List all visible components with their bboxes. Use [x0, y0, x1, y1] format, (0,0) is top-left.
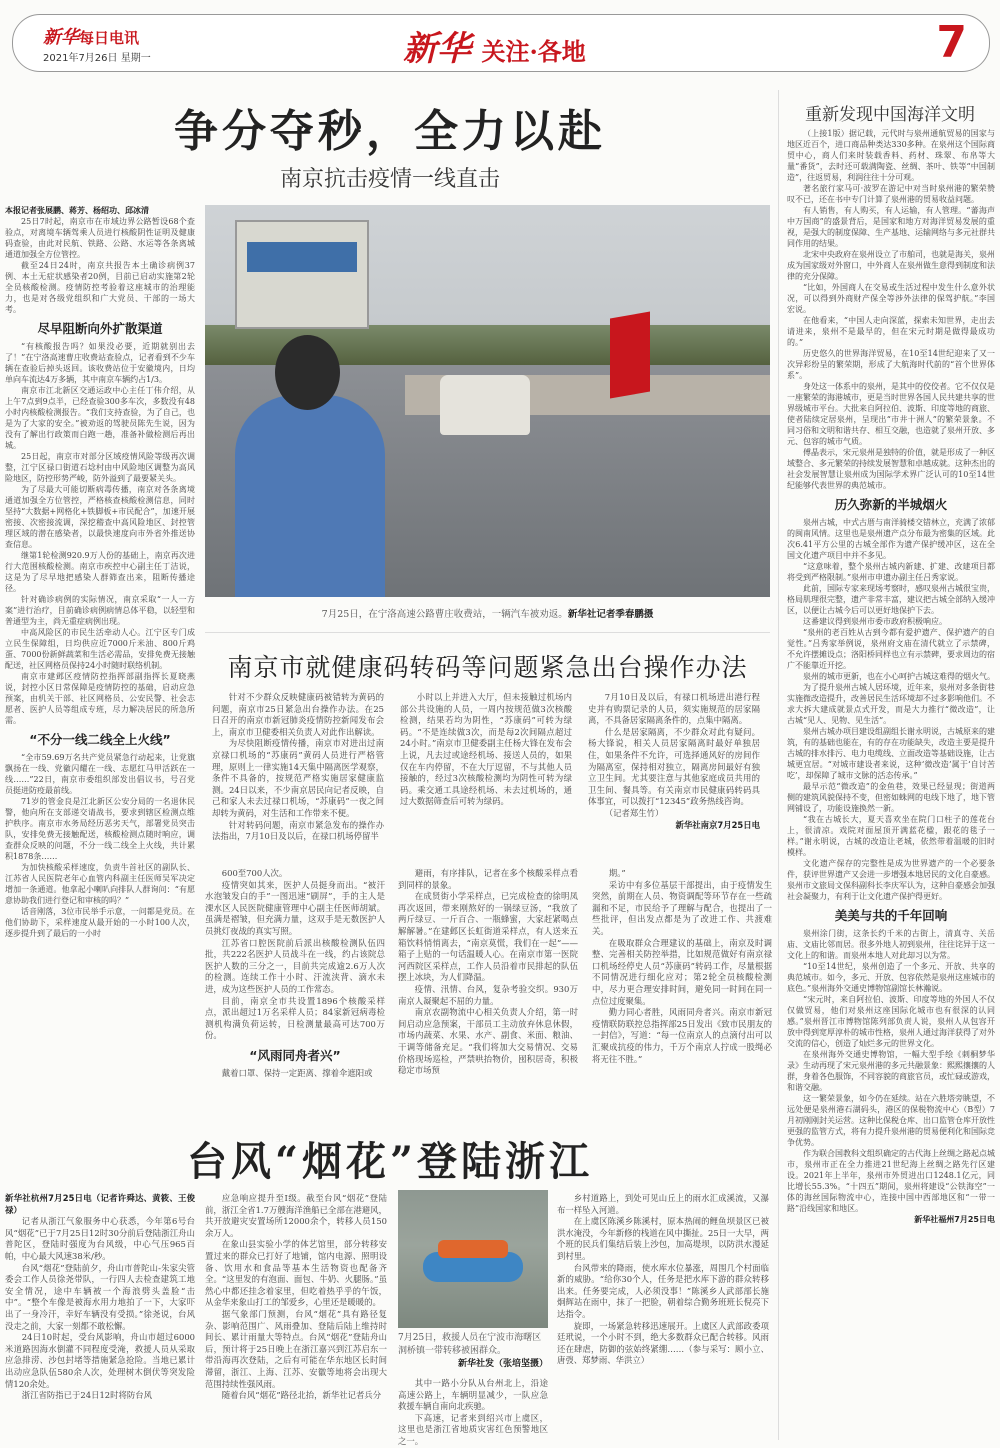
paragraph: 避雨，有序排队，记者在多个核酸采样点看到同样的景象。 — [398, 868, 578, 890]
paragraph: “我在古城长大，夏天喜欢坐在院门口柱子的莲花台上，很清凉。戏院对面屋顶开满蓝花楹，跟花的毯子一样。”谢永明说，古城的改造让老城，依然带着温暖的旧时模样。 — [787, 815, 995, 857]
section-subhead: 尽早阻断向外扩散渠道 — [37, 321, 163, 336]
paragraph: 疫情突如其来，医护人员挺身而出。“被汗水泡皱发白的手”一图迅速“刷屏”，手的主人是溧水区人民医院健康管理中心副主任医师胡斌。虽满是褶皱，但充满力量，这双手是无数医护人员挑灯夜战的真实写照。 — [205, 879, 385, 936]
paragraph: 针对转码问题，南京市紧急发布的操作办法指出，7月10日及以后，在禄口机场停留半 — [212, 819, 384, 842]
paragraph: 台风“烟花”登陆前夕，舟山市普陀山-朱家尖管委会工作人员徐尧带队，一行四人去检查建筑工地安全情况，途中车辆被一个海浪劈头盖脸“击中”。“整个车像是被海水用力地拍了一下，大家吓出了一身冷汗，幸好车辆没有受损。”徐尧说，台风没走之前，大家一刻都不敢松懈。 — [5, 1262, 195, 1331]
paragraph: 其中一路小分队从台州北上，沿途高速公路上，车辆明显减少，一队应急救援车辆自南向北疾驰。 — [398, 1378, 548, 1412]
page-number: 7 — [936, 17, 967, 68]
worker-head — [275, 335, 340, 410]
paragraph: 泉州古城办项目建设组副组长谢永明说，古城原来的建筑，有的基础也能在，有的存在功能缺失，改造主要是提升古城的排水排污、电力电缆线、立面改造等基础设施，让古城更宜居。“对城市建设者来说，这种‘微改造’属于‘自讨苦吃’，却保障了城市文脉的活态传承。” — [787, 727, 995, 780]
paragraph: 25日起，南京市对部分区域疫情风险等级再次调整，江宁区禄口街道石埝村由中风险地区调整为高风险地区，防控形势严峻，防外溢到了最要紧关头。 — [5, 452, 195, 483]
lead-subtitle: 南京抗击疫情一线直击 — [279, 167, 500, 192]
paragraph: 应急响应提升至Ⅰ级。截至台风“烟花”登陆前，浙江全省1.7万艘海洋渔船已全部在港避风，共开放避灾安置场所12000余个，转移人员150余万人。 — [205, 1193, 387, 1238]
paragraph: 乡村道路上，到处可见山丘上的雨水汇成溪流，又瀑布一样坠入河道。 — [557, 1193, 769, 1215]
white-car — [440, 375, 530, 435]
checkpoint-worker — [235, 395, 385, 597]
typhoon-col-2 — [205, 1193, 387, 1402]
paragraph: 戴着口罩、保持一定距离、撑着伞遮阳或 — [221, 1067, 373, 1078]
paragraph: 这番建议得到泉州市委市政府积极响应。 — [803, 617, 947, 626]
typhoon-photo-caption — [398, 1332, 548, 1371]
caption-text: 7月25日，在宁洛高速公路曹庄收费站，一辆汽车被劝返。 — [321, 609, 568, 620]
column-divider — [778, 90, 779, 1440]
section-subhead: 美美与共的千年回响 — [834, 908, 948, 923]
paragraph: 旋即，一场紧急转移迅速展开。上虞区人武部政委项廷玳说，一个小时不到，绝大多数群众已配合转移。风雨还在肆虐，防御的弦始终紧绷……（参与采写：顾小立、唐弢、郑梦雨、华洪立） — [557, 1320, 769, 1366]
section-logo: 新华 — [403, 29, 471, 69]
byline: 新华社杭州7月25日电（记者许舜达、黄筱、王俊禄） — [5, 1193, 195, 1215]
byline: 本报记者张展鹏、蒋芳、杨绍功、邱冰清 — [5, 206, 149, 215]
section-title — [403, 21, 586, 70]
paragraph: “泉州的老百姓从古到今都有爱护遗产、保护遗产的自觉性。”吕秀家举例说，泉州府文庙在清代就立了示禁碑，不允许摆摊设点；洛阳桥同样也立有示禁碑，要求周边的宿广不能靠近开挖。 — [787, 628, 995, 670]
lead-photo-caption — [205, 606, 770, 620]
paragraph: 最早示范“微改造”的金鱼巷，效果已经显现；街道两侧的建筑风貌保持不变，但密如蛛网的电线下地了，地下管网铺设了，功能设施换然一新。 — [787, 782, 995, 813]
lead-left-column — [5, 205, 195, 939]
photo-credit: 新华社记者季春鹏摄 — [567, 609, 654, 620]
paragraph: “有核酸报告吗？如果没必要，近期就别出去了！”在宁洛高速曹庄收费站查验点，记者看到不少车辆在查验后掉头返回。该收费站位于安徽境内，日均单向车流达4万多辆，其中南京车辆约占1/3。 — [5, 342, 195, 384]
paragraph: 在上虞区陈溪乡陈溪村，原本热闹的鲤鱼坝景区已被洪水淹没，今年新修的栈道在风中撕扯。25日一大早，两个班的民兵们集结后装上沙包，加高堤坝，以防洪水漫延到村里。 — [557, 1216, 769, 1261]
issue-date: 2021年7月26日 星期一 — [43, 53, 151, 64]
lead-photo-highway-checkpoint — [205, 205, 770, 597]
paragraph: 这一繁荣景象，如今仍在延续。站在六胜塔旁眺望，不远处便是泉州港石湖码头，港区的保税物流中心（B型）7月初刚刚封关运营。这种比保税仓库、出口监管仓库开放性更强的监管方式，将有力提升泉州港的贸易便利化和国际竞争优势。 — [787, 1094, 995, 1147]
paragraph: “宋元时，来自阿拉伯、波斯、印度等地的外国人不仅仅做贸易，他们对泉州这座国际化城市也有很深的认同感。”泉州晋江市博物馆陈列部负责人说，泉州人从包容开放中得到宽厚淳朴的城市性格，泉州人通过海洋获得了对外交流的信心，创造了灿烂多元的世界文化。 — [787, 995, 995, 1048]
paragraph: 下高速，记者来到绍兴市上虞区，这里也是浙江省地质灾害红色预警地区之一。 — [398, 1412, 548, 1446]
paragraph: 有人销售，有人购买，有人运输，有人管理。“蕃海声中万国商”的盛景背后，是国家和地方对海洋贸易发展的重视，是强大的制度保障、生产基地、运输网络与多元社群共同作用的结果。 — [787, 206, 995, 248]
paragraph: 话音刚落，3位市民举手示意，一问都是党员。在他们协助下，采样速度从最开始的一小时100人次，逐步提升到了最后的一小时 — [5, 907, 195, 938]
paragraph: 身处这一体系中的泉州，是其中的佼佼者。它不仅仅是一座繁荣的海港城市，更是当时世界各国人民共建共享的世界级城市平台。大批来自阿拉伯、波斯、印度等地的商旅、使者陆续定居泉州，呈现出“市井十洲人”的繁荣景象。不同习俗和文明和谐共存、相互交融，也造就了泉州开放、多元、包容的城市气质。 — [787, 382, 995, 446]
lead-lower-col-3 — [592, 868, 772, 1065]
paragraph: 勤力同心者胜，风雨同舟者兴。南京市新冠疫情联防联控总指挥部25日发出《致市民朋友的一封信》，写道：“每一位南京人的点滴付出可以汇聚成抗疫的伟力，千万个南京人拧成一股绳必将无往不胜。” — [592, 1007, 772, 1064]
paragraph: 在吸取群众合理建议的基础上，南京及时调整、完善相关防控举措，比如规范做好有南京禄口机场经停史人员“苏康码”转码工作，尽量根据不同情况进行细化应对；第2轮全员核酸检测中，尽力更合理安排时间，避免同一时间在同一点位过度聚集。 — [592, 937, 772, 1006]
paragraph: （记者郑生竹） — [604, 807, 664, 818]
paragraph: 24日10时起，受台风影响，舟山市超过6000米道路因海水倒灌不同程度受淹，救援人员从采取应急排涝、沙包封堵等措施紧急抢险。当地已累计出动应急队伍580余人次，处理树木倒伏等突发险情120余处。 — [5, 1332, 195, 1389]
lead-headline: 争分夺秒，全力以赴 — [174, 106, 606, 157]
paragraph: 泉州的城市更新，也在小心呵护古城这难得的烟火气。 — [803, 672, 995, 681]
paragraph: 泉州古城，中式古厝与南洋骑楼交错林立，充满了浓郁的闽南风情。这里也是泉州遗产点分布最为密集的区域。此次6.41平方公里的古城全部作为遗产保护缓冲区，这在全国文化遗产项目中并不多见。 — [787, 518, 995, 560]
typhoon-col-1 — [5, 1193, 195, 1402]
paragraph: 泉州涂门街，这条长约千米的古街上，清真寺、关岳庙、文庙比邻而居。很多外地人初到泉州，往往诧异于这一文化上的和谐。而泉州本地人对此却习以为常。 — [787, 929, 995, 960]
paragraph: “全市59.69万名共产党员紧急行动起来，让党旗飘扬在一线、党徽闪耀在一线、志愿红马甲活跃在一线……”22日，南京市委组织部发出倡议书，号召党员挺进防疫最前线。 — [5, 753, 195, 795]
paragraph: 为了尽最大可能切断病毒传播，南京对各条离境通道加强全方位管控，严格核查核酸检测信息，同时坚持“大数据+网格化+铁脚板+市民配合”，加速开展密接、次密接流调，深挖稽查中高风险地区、封控管理区域的潜在感染者，以最快速度向市外省外推送协查信息。 — [5, 485, 195, 549]
paragraph: 为尽快阻断疫情传播，南京市对进出过南京禄口机场的“苏康码”黄码人员进行严格管理，原则上一律实施14天集中隔离医学观察，条件不具备的，按规范严格实施居家健康监测。24日以来，不少南京居民向记者反映，自己和家人未去过禄口机场，“苏康码”一夜之间却转为黄码，对生活和工作带来不便。 — [212, 738, 384, 818]
paragraph: 针对确诊病例的实际情况，南京采取“一人一方案”进行治疗，目前确诊病例病情总体平稳，以轻型和普通型为主，尚无重症病例出现。 — [5, 595, 195, 626]
paragraph: 为了提升泉州古城人居环境，近年来，泉州对多条街巷实施微改造提升，改善居民生活环境却不过多影响他们。不求大拆大建成就景点式开发，而是大力推行“微改造”，让古城“见人、见物、见生活”。 — [787, 683, 995, 725]
health-code-col-1 — [212, 692, 384, 843]
paragraph: 著名旅行家马可·波罗在游记中对当时泉州港的繁荣赞叹不已，还在书中专门计算了泉州港的贸易收益问题。 — [787, 184, 995, 204]
paragraph: 历史悠久的世界海洋贸易，在10至14世纪迎来了又一次异彩纷呈的繁荣期，形成了大航海时代前的“首个世界体系”。 — [787, 349, 995, 380]
paragraph: 7月10日及以后，有禄口机场进出港行程史并有购票记录的人员，须实施规范的居家隔离，不具备居家隔离条件的，点集中隔离。 — [588, 692, 760, 726]
photo-credit: 新华社发（张培坚摄） — [457, 1359, 548, 1369]
paragraph: 在泉州海外交通史博物馆，一幅大型手绘《刺桐梦华录》生动再现了宋元泉州港的多元共融景象：熙熙攘攘的人群，身着各色服饰，不同容貌的商旅官员，或忙碌或游戏，和谐交融。 — [787, 1050, 995, 1092]
paragraph: 为加快核酸采样速度，负责牛首社区的副队长、江苏省人民医院老年心血管内科副主任医师吴军决定增加一条通道。他拿起小喇叭向排队人群询问：“有愿意协助我们进行登记和审核的吗？” — [5, 863, 195, 905]
section-subhead: 历久弥新的半城烟火 — [834, 497, 948, 512]
typhoon-headline: 台风“烟花”登陆浙江 — [186, 1138, 593, 1185]
paragraph: “这意味着，整个泉州古城内新建、扩建、改建项目都将受到严格限制。”泉州市申遗办副主任吕秀家说。 — [787, 562, 995, 582]
caption-text: 7月25日，救援人员在宁波市海曙区洞桥镇一带转移被困群众。 — [398, 1333, 542, 1356]
paragraph: 什么是居家隔离，不少群众对此有疑问。杨大锋说，相关人员居家隔离时最好单独居住，如果条件不允许，可选择通风好的房间作为隔离室，保持相对独立，隔离房间最好有独立卫生间。尤其要注意与其他家庭成员共用的卫生间、餐具等。有关南京市民健康码转码具体事宜，可以拨打“12345”政务热线咨询。 — [588, 726, 760, 807]
toll-sign — [235, 220, 369, 329]
paragraph: “比如，外国商人在交易或生活过程中发生什么意外状况，可以得到外商财产保全等涉外法律的保驾护航。”李国宏说。 — [787, 283, 995, 314]
section-subhead: “不分一线二线全上火线” — [29, 732, 171, 747]
health-code-col-3 — [588, 692, 760, 831]
paragraph: 在成贤街小学采样点，已完成检查的徐明凤再次返回，带来刚熬好的一锅绿豆汤，“我放了两斤绿豆、一斤百合、一瓶蜂蜜，大家赶紧喝点解解暑。”在建邺区长虹街道采样点，有人送来五箱饮料悄悄离去，“南京莫慌，我们在一起”——箱子上贴的一句话温暖人心。在南京市第一医院河西院区采样点，工作人员沿着市民排起的队伍摆上冰块，为人们降温。 — [398, 891, 578, 983]
paragraph: 南京市江北新区交通运政中心主任丁伟介绍，从上午7点到9点半，已经查验300多车次，多数没有48小时内核酸检测报告。“我们支持查验，为了自己，也是为了大家的安全。”被劝返的驾驶员陈先生说，因为没有了解出行政策而白跑一趟，准备补做检测后再出城。 — [5, 386, 195, 450]
paragraph: 小时以上并进入大厅，但未接触过机场内部公共设施的人员，一周内按规范做3次核酸检测，结果若均为阴性，“苏康码”可转为绿码。“不是连续做3次，而是每2次间隔点超过24小时。”南京市卫健委副主任杨大锋在发布会上说，凡去过或途经机场、接送人员的，如果仅在车内停留，不在大厅逗留，不与其他人员接触的，经过3次核酸检测均为阴性可转为绿码。乘交通工具途经机场、未去过机场的，通过大数据筛查后可转为绿码。 — [400, 692, 572, 807]
brand-logo: 新华 — [43, 27, 79, 48]
section-subhead: “风雨同舟者兴” — [249, 1047, 341, 1063]
paragraph: 江苏省口腔医院前后派出核酸检测队伍四批，共222名医护人员战斗在一线，约占该院总医护人数的三分之一，目前共完成逾2.6万人次的检测。连续工作十小时、汗流浃背、滴水未进，成为这些医护人员的工作常态。 — [205, 937, 385, 994]
paragraph: 文化遗产保存的完整性是成为世界遗产的一个必要条件，获评世界遗产又会进一步增强本地居民的文化自豪感。泉州市文旅局文保科副科长李庆军认为，这种自豪感会加强社会凝聚力，有利于让文化遗产保护得更好。 — [787, 859, 995, 901]
paragraph: 71岁的管金良是江北新区公安分局的一名退休民警，他向所在支部递交请战书，要求到辖区检测点维护秩序。南京市水务局经历恶劣天气，部署党员突击队，安排免费无接触配送，核酸检测点随时响应，调查群众反映的问题，不分一线二线全上火线，共计累积1878条…… — [5, 797, 195, 861]
right-column-body — [787, 128, 995, 1225]
divider — [205, 632, 770, 633]
paragraph: 25日7时起，南京市在市域边界公路暂设68个查验点，对离境车辆驾乘人员进行核酸阴性证明及健康码查验，由此对民航、铁路、公路、水运等各条离城通道加强全方位管控。 — [5, 217, 195, 259]
paragraph: 此前，国际专家来现场考察时，感叹泉州古城很宝贵，格局肌理很完整，遗产非常丰富，建议把古城全部纳入缓冲区，以便让古城今后可以更好地保护下去。 — [787, 584, 995, 615]
typhoon-col-4 — [557, 1193, 769, 1367]
paragraph: 浙江省防指已于24日12时将防台风 — [21, 1390, 152, 1401]
paragraph: 南京农副物流中心相关负责人介绍，第一时间启动应急预案，干部员工主动放弃休息休假，市场内蔬菜、水果、水产、副食、米面、粮油、干调等储备充足。“我们将加大交易情况、交易价格现场巡检，严禁哄抬物价，囤积居奇，积极稳定市场预 — [398, 1007, 578, 1076]
masthead — [12, 14, 990, 72]
paragraph: 针对不少群众反映健康码被错转为黄码的问题，南京市25日紧急出台操作办法。在25日召开的南京市新冠肺炎疫情防控新闻发布会上，南京市卫健委相关负责人对此作出解读。 — [212, 692, 384, 737]
paragraph: 中高风险区的市民生活牵动人心。江宁区专门成立民生保障组，日均供应近7000斤米油、800斤鸡蛋、7000份新鲜蔬菜和生活必需品，安排免费无接触配送，社区网格员保持24小时随时联络机制。 — [5, 628, 195, 670]
typhoon-col-3 — [398, 1378, 548, 1448]
brand-name: 每日电讯 — [79, 29, 140, 47]
paragraph: 疫情、汛情、台风，复杂考验交织。930万南京人凝聚起不屈的力量。 — [398, 983, 578, 1006]
paragraph: 据气象部门预测，台风“烟花”具有路径复杂、影响范围广、风雨叠加、登陆后陆上维持时间长、累计雨量大等特点。台风“烟花”登陆舟山后，预计将于25日晚上在浙江嘉兴到江苏启东一带沿海再次登陆，之后有可能在华东地区长时间滞留，浙江、上海、江苏、安徽等地将会出现大范围持续性强风雨。 — [205, 1308, 387, 1389]
red-flag — [610, 311, 650, 398]
health-code-col-2 — [400, 692, 572, 808]
paragraph: 继第1轮检测920.9万人份的基础上，南京再次进行大范围核酸检测。南京市疾控中心副主任丁洁说，这是为了尽早地把感染人群筛查出来，阻断传播途径。 — [5, 551, 195, 593]
paragraph: 记者从浙江气象服务中心获悉，今年第6号台风“烟花”已于7月25日12时30分前后登陆浙江舟山普陀区，登陆时强度为台风级，中心气压965百帕，中心最大风速38米/秒。 — [5, 1216, 195, 1261]
rescuers — [438, 1240, 508, 1258]
paragraph: 600至700人次。 — [221, 868, 288, 878]
section-name: 关注·各地 — [481, 37, 586, 66]
dateline: 新华社南京7月25日电 — [675, 819, 760, 830]
paragraph: “10至14世纪，泉州创造了一个多元、开放、共享的典范城市。如今，多元、开放、包容依然是泉州这座城市的底色。”泉州海外交通史博物馆副馆长林瀚说。 — [787, 962, 995, 993]
paragraph: （上接1版）据记载，元代时与泉州通航贸易的国家与地区近百个，进口商品种类达330多种。在泉州这个国际商贸中心，商人们来时装载香料、药材、珠翠、布帛等大量“番货”，去时还可载满陶瓷、丝绸、茶叶、铁等“中国制造”，往返贸易，利润往往十分可观。 — [787, 129, 995, 182]
paragraph: 台风带来的降雨，使水库水位暴涨，周围几个村面临新的威胁。“给你30个人，任务是把水库下游的群众转移出来。任务要完成，人必须没事！”陈溪乡人武部部长施炯辉站在雨中，抹了一把脸，朝着综合勤务班班长倪亮下达指令。 — [557, 1262, 769, 1319]
health-code-headline: 南京市就健康码转码等问题紧急出台操作办法 — [227, 653, 748, 682]
paragraph: 在象山县实验小学的体艺馆里，部分转移安置过来的群众已打好了地铺，馆内电源、照明设备、饮用水和食品等基本生活物资也配备齐全。“这里发的有泡面、面包、牛奶、火腿肠。”虽然心中都还挂念着家里，但吃着热乎乎的午饭，从金华来象山打工的邹爱乡，心里还是暖暖的。 — [205, 1239, 387, 1308]
lead-lower-col-2 — [398, 868, 578, 1077]
right-column-headline: 重新发现中国海洋文明 — [805, 105, 975, 125]
paragraph: 截至24日24时，南京共报告本土确诊病例37例、本土无症状感染者20例，目前已启动实施第2轮全员核酸检测。疫情防控考验着这座城市的治理能力，也是对各级党组织和广大党员、干部的一场大考。 — [5, 261, 195, 314]
typhoon-photo-rescue-boat — [398, 1190, 548, 1328]
paragraph: 南京市建邺区疫情防控指挥部副指挥长夏晓燕说，封控小区日常保障是疫情防控的基础，启动应急预案，由机关干部、社区网格员、公安民警、社会志愿者、医护人员等组成专班，尽力解决居民的所急所需。 — [5, 672, 195, 725]
paragraph: 在他看来，“中国人走向深蓝，探索未知世界，走出去请进来，泉州不是最早的，但在宋元时期是做得最成功的。” — [787, 316, 995, 347]
paragraph: 期。” — [608, 868, 626, 878]
paragraph: 傅晶表示，宋元泉州是独特的价值，就是形成了一种区域整合、多元繁荣的持续发展智慧和卓越成就。这种杰出的社会发展智慧让泉州成为国际学术界广泛认可的10至14世纪能够代表世界的典范城市。 — [787, 448, 995, 490]
paragraph: 作为联合国教科文组织确定的古代海上丝绸之路起点城市，泉州市正在全力推进21世纪海上丝绸之路先行区建设。2021年上半年，泉州市外贸进出口1248.1亿元，同比增长55.3%。“十四五”期间，泉州将建设“公铁海空”一体的海丝国际物流中心，连接中国中西部地区和“一带一路”沿线国家和地区。 — [787, 1149, 995, 1213]
dateline: 新华社福州7月25日电 — [914, 1215, 995, 1224]
newspaper-brand — [43, 23, 139, 49]
lead-lower-col-1 — [205, 868, 385, 1080]
paragraph: 目前，南京全市共设置1896个核酸采样点，派出超过1万名采样人员；84家新冠病毒检测机构满负荷运转，日检测量最高可达700万份。 — [205, 995, 385, 1041]
paragraph: 北宋中央政府在泉州设立了市舶司，也就是海关，泉州成为国家级对外窗口，中外商人在泉州做生意得到制度和法律的充分保障。 — [787, 250, 995, 281]
paragraph: 随着台风“烟花”路径北抬，新华社记者兵分 — [221, 1390, 382, 1401]
paragraph: 采访中有多位基层干部提出，由于疫情发生突然，前期在人员、物资调配等环节存在一些疏漏和不足，市民给予了理解与配合，也提出了一些批评，但出发点都是为了改进工作、共渡难关。 — [592, 879, 772, 936]
